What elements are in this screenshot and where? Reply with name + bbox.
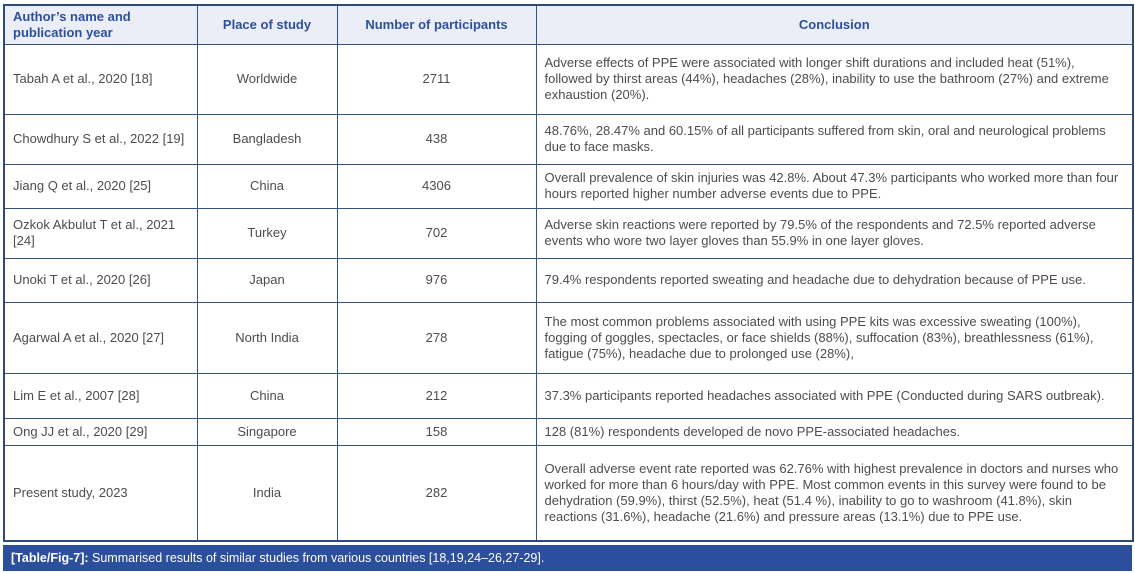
participants-cell: 2711	[337, 44, 536, 114]
place-cell: Bangladesh	[197, 114, 337, 164]
col-header-conclusion: Conclusion	[536, 5, 1133, 44]
table-row	[4, 445, 1133, 541]
col-header-participants: Number of participants	[337, 5, 536, 44]
place-cell: Worldwide	[197, 44, 337, 114]
participants-cell: 158	[337, 418, 536, 445]
col-header-author: Author’s name and publication year	[4, 5, 197, 44]
table-row	[4, 114, 1133, 164]
place-cell: Singapore	[197, 418, 337, 445]
table-row	[4, 208, 1133, 258]
place-cell: Turkey	[197, 208, 337, 258]
table-row	[4, 302, 1133, 373]
table-row	[4, 373, 1133, 418]
author-cell: Chowdhury S et al., 2022 [19]	[4, 114, 197, 164]
participants-cell: 702	[337, 208, 536, 258]
header-row	[4, 5, 1133, 44]
place-cell: North India	[197, 302, 337, 373]
conclusion-cell: Overall adverse event rate reported was 62.76% with highest prevalence in doctors and nurses who worked for more than 6 hours/day with PPE. Most common events in this survey were found to be dehydration (59.9%), thirst (52.5%), heat (51.4 %), inability to go to washroom (41.8%), skin reactions (31.6%), headache (21.6%) and pressure areas (13.1%) due to PPE use.	[536, 445, 1133, 541]
author-cell: Ozkok Akbulut T et al., 2021 [24]	[4, 208, 197, 258]
author-cell: Jiang Q et al., 2020 [25]	[4, 164, 197, 208]
author-cell: Ong JJ et al., 2020 [29]	[4, 418, 197, 445]
conclusion-cell: Adverse skin reactions were reported by 79.5% of the respondents and 72.5% reported adverse events who wore two layer gloves than 55.9% in one layer gloves.	[536, 208, 1133, 258]
participants-cell: 976	[337, 258, 536, 302]
participants-cell: 438	[337, 114, 536, 164]
conclusion-cell: 37.3% participants reported headaches associated with PPE (Conducted during SARS outbreak).	[536, 373, 1133, 418]
place-cell: China	[197, 373, 337, 418]
conclusion-cell: 79.4% respondents reported sweating and headache due to dehydration because of PPE use.	[536, 258, 1133, 302]
place-cell: China	[197, 164, 337, 208]
table-row	[4, 44, 1133, 114]
participants-cell: 278	[337, 302, 536, 373]
author-cell: Lim E et al., 2007 [28]	[4, 373, 197, 418]
participants-cell: 212	[337, 373, 536, 418]
conclusion-cell: The most common problems associated with using PPE kits was excessive sweating (100%), fogging of goggles, spectacles, or face shields (88%), suffocation (83%), breathlessness (61%), fatigue (75%), headache due to prolonged use (28%),	[536, 302, 1133, 373]
conclusion-cell: 48.76%, 28.47% and 60.15% of all participants suffered from skin, oral and neurological problems due to face masks.	[536, 114, 1133, 164]
participants-cell: 4306	[337, 164, 536, 208]
table-caption	[3, 545, 1132, 571]
table-row	[4, 418, 1133, 445]
conclusion-cell: Adverse effects of PPE were associated with longer shift durations and included heat (51%), followed by thirst areas (44%), headaches (28%), inability to use the bathroom (27%) and extreme exhaustion (20%).	[536, 44, 1133, 114]
studies-summary-table	[3, 4, 1134, 542]
place-cell: Japan	[197, 258, 337, 302]
place-cell: India	[197, 445, 337, 541]
participants-cell: 282	[337, 445, 536, 541]
conclusion-cell: Overall prevalence of skin injuries was 42.8%. About 47.3% participants who worked more than four hours reported higher number adverse events due to PPE.	[536, 164, 1133, 208]
col-header-place: Place of study	[197, 5, 337, 44]
author-cell: Present study, 2023	[4, 445, 197, 541]
table-row	[4, 258, 1133, 302]
author-cell: Tabah A et al., 2020 [18]	[4, 44, 197, 114]
caption-label: [Table/Fig-7]:	[11, 551, 89, 565]
conclusion-cell: 128 (81%) respondents developed de novo PPE-associated headaches.	[536, 418, 1133, 445]
author-cell: Unoki T et al., 2020 [26]	[4, 258, 197, 302]
author-cell: Agarwal A et al., 2020 [27]	[4, 302, 197, 373]
table-row	[4, 164, 1133, 208]
caption-text: Summarised results of similar studies from various countries [18,19,24–26,27-29].	[88, 551, 545, 565]
